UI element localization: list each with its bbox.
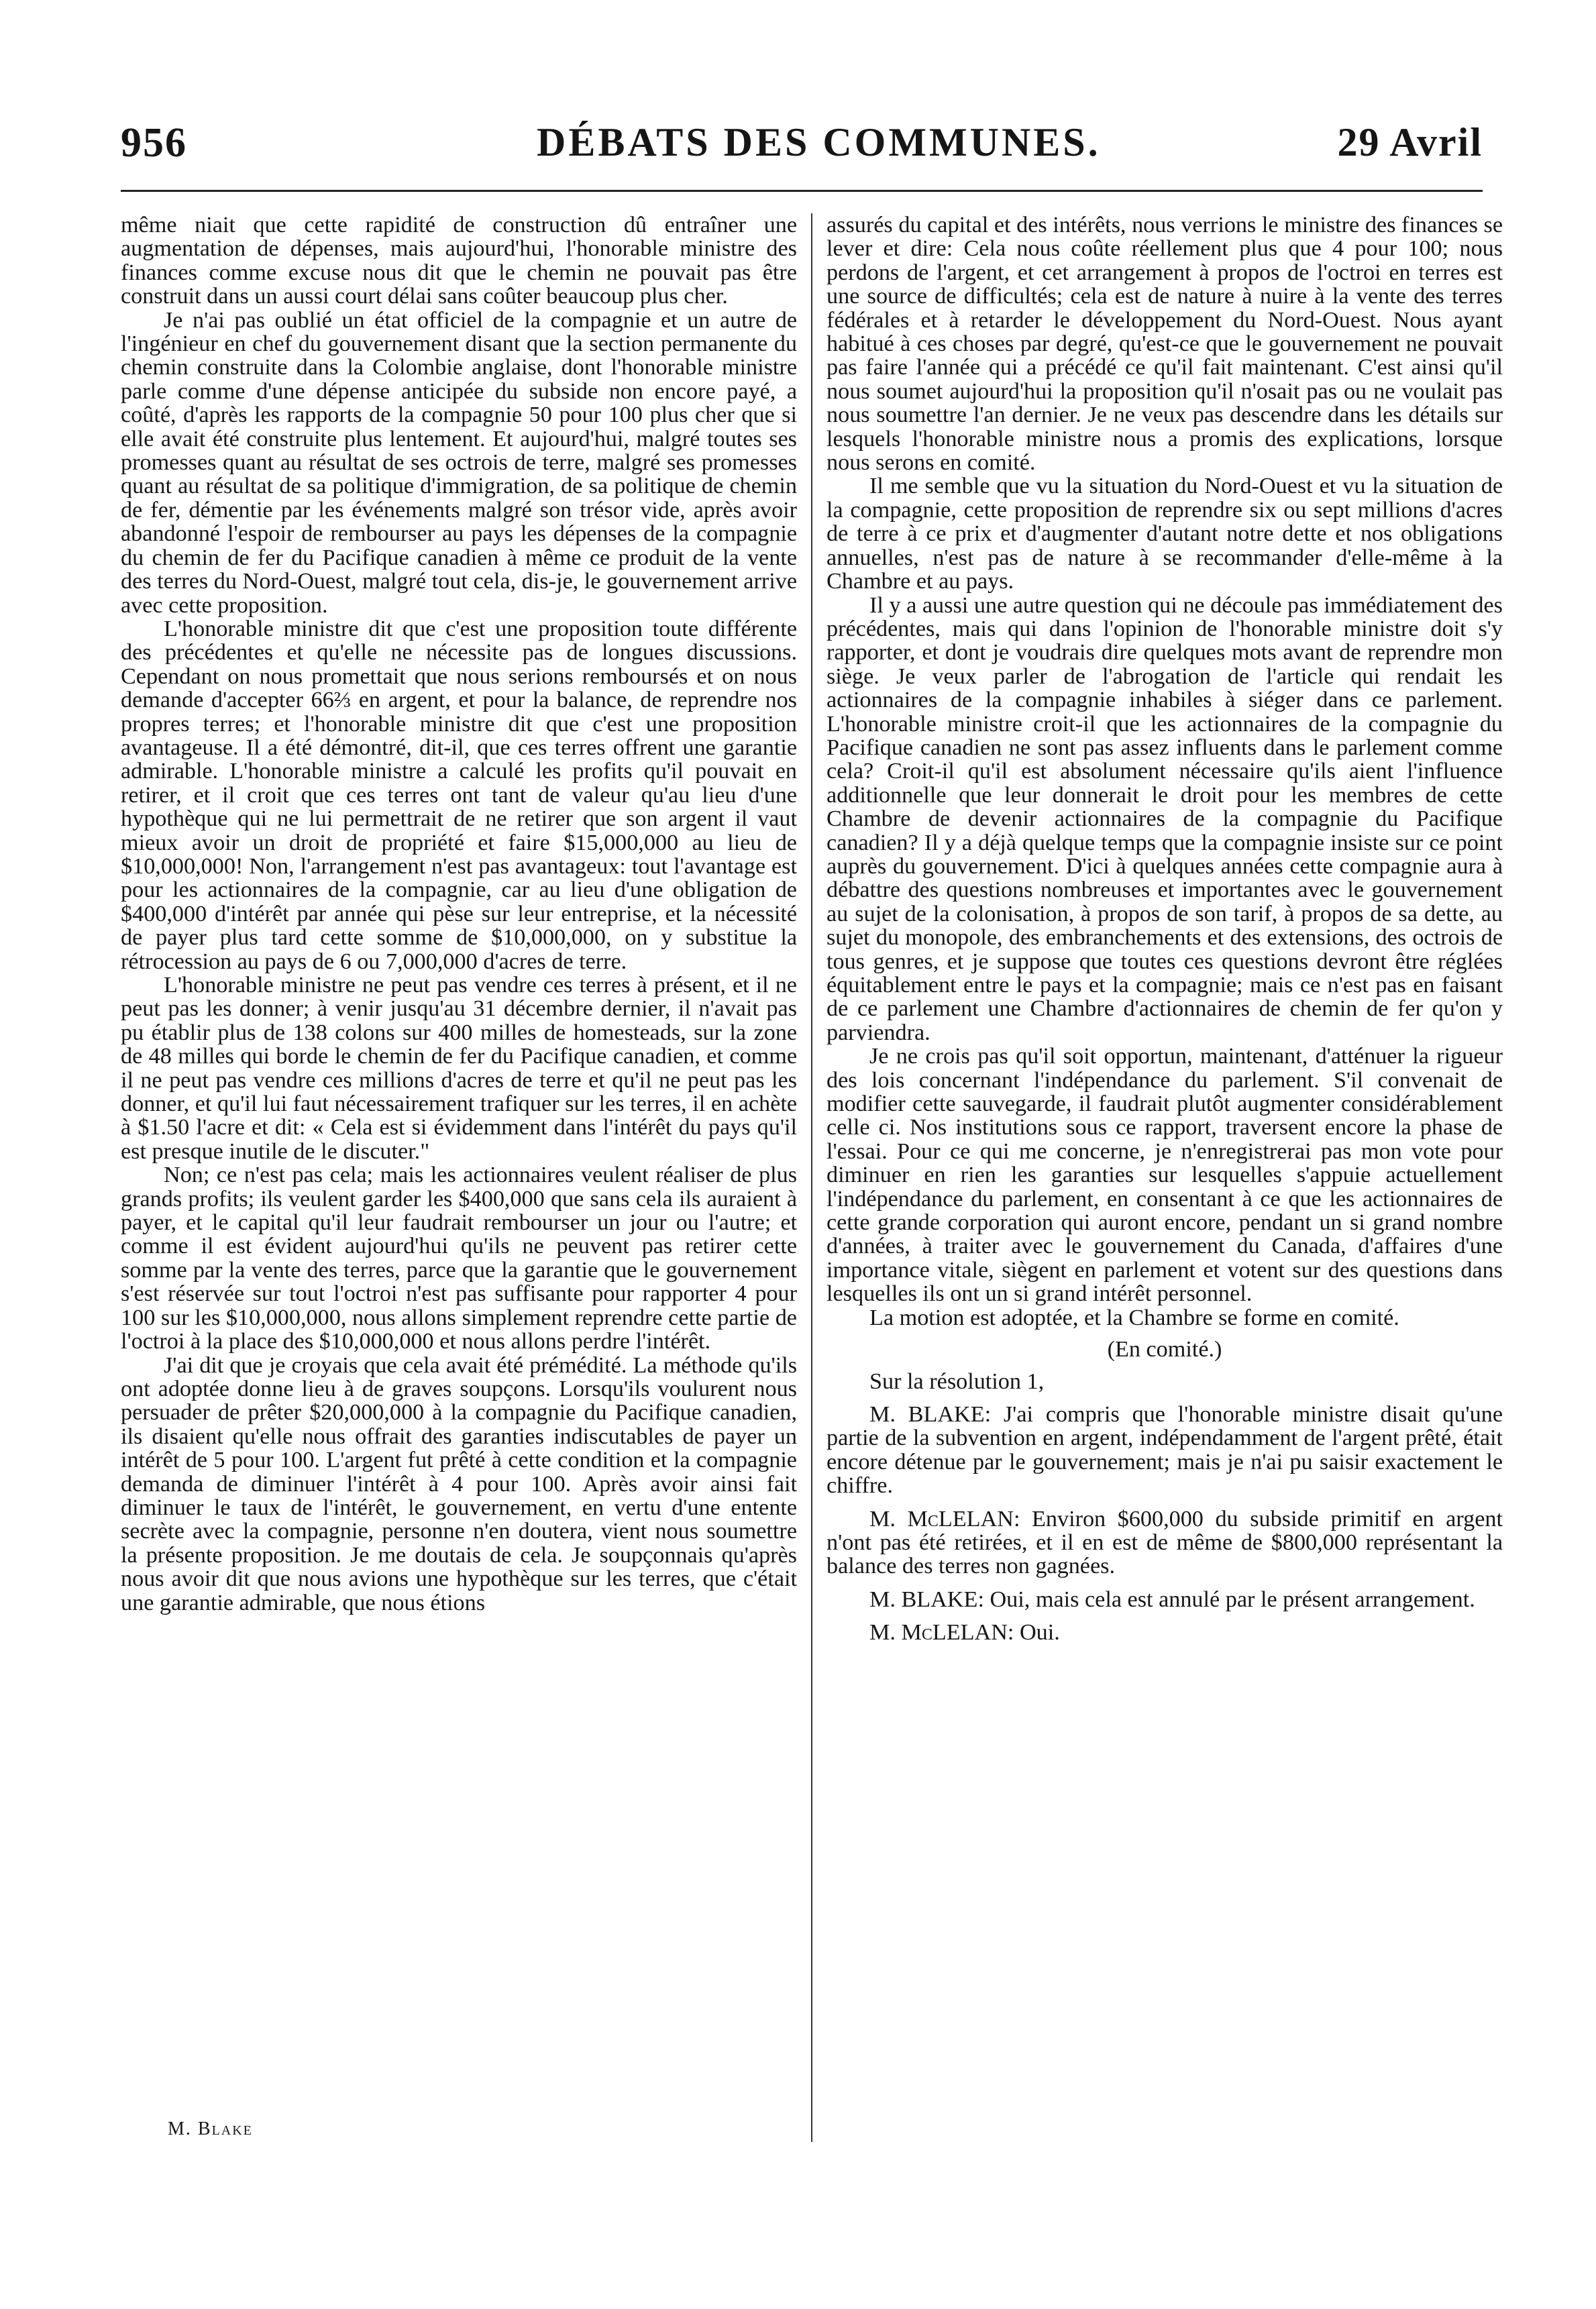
paragraph: Je n'ai pas oublié un état officiel de la compagnie et un autre de l'ingénieur en chef du gouvernement disant que la section permanente du chemin construite dans la Colombie anglaise, dont l'honorable ministre parle comme d'une dépense anticipée du subside non encore payé, a coûté, d'après les rapports de la compagnie 50 pour 100 plus cher que si elle avait été construite plus lentement. Et aujourd'hui, malgré toutes ses promesses quant au résultat de ses octrois de terre, malgré ses promesses quant au résultat de sa politique d'immigration, de sa politique de chemin de fer, démentie par les événements malgré son trésor vide, après avoir abandonné l'espoir de rembourser au pays les dépenses de la compagnie du chemin de fer du Pacifique canadien à même ce produit de la vente des terres du Nord-Ouest, malgré tout cela, dis-je, le gouvernement arrive avec cette proposition. [121,307,797,618]
paragraph: même niait que cette rapidité de construction dû entraîner une augmentation de dépenses, mais aujourd'hui, l'honorable ministre des finances comme excuse nous dit que le chemin ne pouvait pas être construit dans un aussi court délai sans coûter beaucoup plus cher. [121,213,797,309]
page-title: DÉBATS DES COMMUNES. [537,120,1101,164]
paragraph: Il me semble que vu la situation du Nord-Ouest et vu la situation de la compagnie, cette proposition de reprendre six ou sept millions d'acres de terre à ce prix et d'augmenter d'autant notre dette et nos obligations annuelles, n'est pas de nature à se recommander d'elle-même à la Chambre et au pays. [827,474,1503,594]
paragraph: L'honorable ministre dit que c'est une proposition toute différente des précédentes et qu'elle ne nécessite pas de longues discussions. Cependant on nous promettait que nous serions remboursés et on nous demande d'accepter 66⅔ en argent, et pour la balance, de reprendre nos propres terres; et l'honorable ministre dit que c'est une proposition avantageuse. Il a été démontré, dit-il, que ces terres offrent une garantie admirable. L'honorable ministre a calculé les profits qu'il pouvait en retirer, et il croit que ces terres ont tant de valeur qu'au lieu d'une hypothèque qui ne lui permettrait de ne retirer que son argent il vaut mieux avoir un droit de propriété et faire $15,000,000 au lieu de $10,000,000! Non, l'arrangement n'est pas avantageux: tout l'avantage est pour les actionnaires de la compagnie, car au lieu d'une obligation de $400,000 d'intérêt par année qui pèse sur leur entreprise, et la nécessité de payer plus tard cette somme de $10,000,000, on y substitue la rétrocession au pays de 6 ou 7,000,000 d'acres de terre. [121,616,797,974]
page-header [121,119,1483,180]
footer-speaker-name: M. Blake [168,2118,253,2139]
speech-exchange [827,1403,1503,1498]
speech-text: Oui. [1019,1620,1060,1646]
paragraph: L'honorable ministre ne peut pas vendre ces terres à présent, et il ne peut pas les donner; à venir jusqu'au 31 décembre dernier, il n'avait pas pu établir plus de 138 colons sur 400 milles de homesteads, sur la zone de 48 milles qui borde le chemin de fer du Pacifique canadien, et comme il ne peut pas vendre ces millions d'acres de terre et qu'il ne peut pas les donner, et qu'il lui faut nécessairement trafiquer sur les terres, il en achète à $1.50 l'acre et dit: « Cela est si évidemment dans l'intérêt du pays qu'il est presque inutile de le discuter." [121,973,797,1164]
resolution-line: Sur la résolution 1, [869,1368,1045,1394]
paragraph: Il y a aussi une autre question qui ne découle pas immédiatement des précédentes, mais qui dans l'opinion de l'honorable ministre doit s'y rapporter, et dont je voudrais dire quelques mots avant de reprendre mon siège. Je veux parler de l'abrogation de l'article qui rendait les actionnaires de la compagnie inhabiles à siéger dans ce parlement. L'honorable ministre croit-il que les actionnaires de la compagnie du Pacifique canadien ne sont pas assez influents dans le parlement comme cela? Croit-il qu'il est absolument nécessaire qu'ils aient l'influence additionnelle que leur donnerait le droit pour les membres de cette Chambre de devenir actionnaires de la compagnie du Pacifique canadien? Il y a déjà quelque temps que la compagnie insiste sur ce point auprès du gouvernement. D'ici à quelques années cette compagnie aura à débattre des questions nombreuses et importantes avec le gouvernement au sujet de la colonisation, à propos de son tarif, à propos de sa dette, au sujet du monopole, des embranchements et des extensions, des octrois de tous genres, et je suppose que toutes ces questions devront être réglées équitablement entre le pays et la compagnie; mais ce n'est pas en faisant de ce parlement une Chambre d'actionnaires de chemin de fer qu'on y parviendra. [827,592,1503,1045]
left-column [121,213,797,1615]
speech-text: Oui, mais cela est annulé par le présent arrangement. [990,1587,1475,1612]
right-column [827,213,1503,1645]
speaker-name: M. McLELAN: [869,1620,1014,1646]
committee-heading: (En comité.) [1107,1337,1222,1362]
speech-text: Environ $600,000 du subside primitif en argent n'ont pas été retirées, et il en est de même de $800,000 représentant la balance des terres non gagnées. [827,1506,1503,1579]
page-number: 956 [121,120,187,166]
paragraph: Je ne crois pas qu'il soit opportun, maintenant, d'atténuer la rigueur des lois concernant l'indépendance du parlement. S'il convenait de modifier cette sauvegarde, il faudrait plutôt augmenter considérablement celle ci. Nos institutions sous ce rapport, traversent encore la phase de l'essai. Pour ce qui me concerne, je n'enregistrerai pas mon vote pour diminuer en rien les garanties sur lesquelles s'appuie actuellement l'indépendance du parlement, en consentant à ce que les actionnaires de cette grande corporation qui auront encore, pendant un si grand nombre d'années, à traiter avec le gouvernement du Canada, d'affaires d'une importance vitale, siègent en parlement et votent sur des questions dans lesquelles ils ont un si grand intérêt personnel. [827,1044,1503,1307]
speaker-name: M. McLELAN: [869,1506,1020,1532]
header-date: 29 Avril [1337,120,1483,164]
speech-text: J'ai compris que l'honorable ministre disait qu'une partie de la subvention en argent, indépendamment de l'argent prêté, était encore détenue par le gouvernement; mais je n'ai pu saisir exactement le chiffre. [827,1401,1503,1499]
paragraph: Non; ce n'est pas cela; mais les actionnaires veulent réaliser de plus grands profits; ils veulent garder les $400,000 que sans cela ils auraient à payer, et le capital qu'il leur faudrait rembourser un jour ou l'autre; et comme il est évident aujourd'hui qu'ils ne peuvent pas retirer cette somme par la vente des terres, parce que la garantie que le gouvernement s'est réservée sur tout l'octroi n'est pas suffisante pour rapporter 4 pour 100 sur les $10,000,000, nous allons simplement reprendre cette partie de l'octroi à la place des $10,000,000 et nous allons perdre l'intérêt. [121,1163,797,1354]
paragraph: La motion est adoptée, et la Chambre se forme en comité. [869,1305,1399,1330]
speech-exchange [827,1621,1503,1644]
speaker-name: M. BLAKE: [869,1587,984,1612]
column-divider [811,213,812,2142]
speech-exchange [827,1588,1503,1611]
paragraph: assurés du capital et des intérêts, nous verrions le ministre des finances se lever et dire: Cela nous coûte réellement plus que 4 pour 100; nous perdons de l'argent, et cet arrangement à propos de l'octroi en terres est une source de difficultés; cela est de nature à nuire à la vente des terres fédérales et à retarder le développement du Nord-Ouest. Nous ayant habitué à ces choses par degré, qu'est-ce que le gouvernement ne pouvait pas faire l'année qui a précédé ce qu'il fait maintenant. C'est ainsi qu'il nous soumet aujourd'hui la proposition qu'il n'osait pas ou ne voulait pas nous soumettre l'an dernier. Je ne veux pas descendre dans les détails sur lesquels l'honorable ministre nous a promis des explications, lorsque nous serons en comité. [827,213,1503,476]
speech-exchange [827,1507,1503,1578]
speaker-name: M. BLAKE: [869,1401,992,1427]
paragraph: J'ai dit que je croyais que cela avait été prémédité. La méthode qu'ils ont adoptée donne lieu à de graves soupçons. Lorsqu'ils voulurent nous persuader de prêter $20,000,000 à la compagnie du Pacifique canadien, ils disaient qu'elle nous offrait des garanties indiscutables de payer un intérêt de 5 pour 100. L'argent fut prêté à cette condition et la compagnie demanda de diminuer l'intérêt à 4 pour 100. Après avoir ainsi fait diminuer le taux de l'intérêt, le gouvernement, en vertu d'une entente secrète avec la compagnie, personne n'en doutera, vient nous soumettre la présente proposition. Je me doutais de cela. Je soupçonnais qu'après nous avoir dit que nous avions une hypothèque sur les terres, que c'était une garantie admirable, que nous étions [121,1352,797,1615]
header-rule [121,190,1483,192]
